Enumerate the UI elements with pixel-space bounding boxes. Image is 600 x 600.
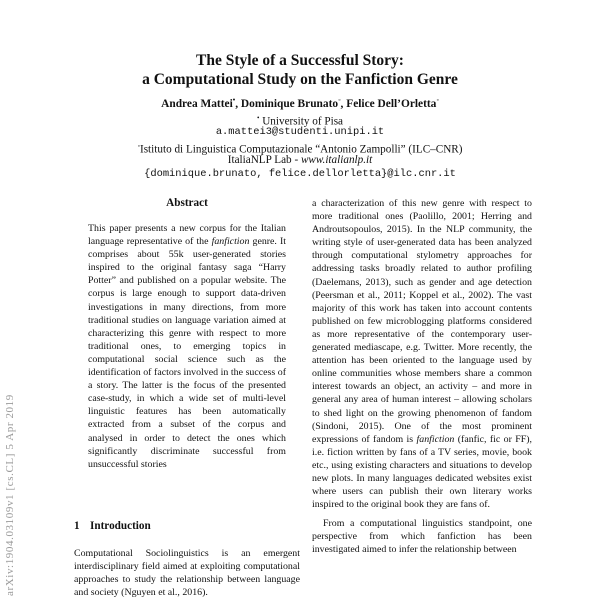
affiliation-mark: • xyxy=(256,114,260,122)
affiliation-name: Istituto di Linguistica Computazionale “Antonio Zampolli” (ILC–CNR) xyxy=(139,143,463,156)
author-list xyxy=(0,96,600,110)
section-heading xyxy=(74,520,298,532)
affiliation-mark: ◦ xyxy=(338,96,341,104)
affiliation-name: University of Pisa xyxy=(262,115,344,128)
affiliation-mark: ◦ xyxy=(137,142,140,150)
lab-name: ItaliaNLP Lab - xyxy=(227,154,301,166)
abstract-heading: Abstract xyxy=(166,197,208,209)
abstract-text: This paper presents a new corpus for the Italian language representative of the xyxy=(88,223,286,248)
body-paragraph: From a computational linguistics standpoint, one perspective from which fanfiction has been investigated aimed to infer the relationship between xyxy=(312,518,532,556)
affiliation-3 xyxy=(0,153,600,167)
author-name: Andrea Mattei xyxy=(161,97,233,110)
body-paragraph xyxy=(312,197,532,511)
section-number: 1 xyxy=(74,520,80,532)
abstract-emphasis: fanfiction xyxy=(211,236,250,248)
affiliation-mark: ◦ xyxy=(436,96,439,104)
body-emphasis: fanfiction xyxy=(416,433,455,445)
section-title: Introduction xyxy=(90,520,151,532)
abstract-body xyxy=(88,222,286,471)
arxiv-stamp: arXiv:1904.03109v1 [cs.CL] 5 Apr 2019 xyxy=(4,394,16,596)
lab-website: www.italianlp.it xyxy=(300,154,373,166)
right-column xyxy=(312,197,532,557)
affiliation-mark: • xyxy=(232,96,236,104)
paper-title-line-1: The Style of a Successful Story: xyxy=(196,52,404,69)
intro-paragraph: Computational Sociolinguistics is an emergent interdisciplinary field aimed at exploiting computational approaches to study the relationship between language and society (Nguyen et al., 2016). xyxy=(74,548,300,599)
author-name: Felice Dell’Orletta xyxy=(346,97,437,110)
body-text: (fanfic, fic or FF), i.e. fiction written by fans of a TV series, movie, book etc., using existing characters and situations to develop new plots. In many languages dedicated websites exist where users can publish their own literary works inspired to the original book they are fans of. xyxy=(312,433,532,511)
author-emails: {dominique.brunato, felice.dellorletta}@ilc.cnr.it xyxy=(144,168,456,180)
author-email: a.mattei3@studenti.unipi.it xyxy=(215,126,385,138)
paper-title-line-2: a Computational Study on the Fanfiction Genre xyxy=(142,71,458,88)
abstract-text: genre. It comprises about 55k user-generated stories inspired to the original fantasy saga “Harry Potter” and published on a popular website. The corpus is large enough to support data-driven investigations in many directions, from more traditional studies on language variation aimed at characterizing this genre with respect to more traditional ones, to emerging topics in computational social science such as the identification of factors involved in the success of a story. The latter is the focus of the presented case-study, in which a wide set of multi-level linguistic features has been automatically extracted from a subset of the corpus and analysed in order to detect the ones which significantly discriminate successful from unsuccessful stories xyxy=(88,236,286,470)
body-text: a characterization of this new genre with respect to more traditional ones (Paolillo, 2001; Herring and Androutsopoulos, 2015). In the NLP community, the writing style of user-generated data has been analyzed through computational stylometry approaches for addressing tasks broadly related to author profiling (Daelemans, 2013), such as gender and age detection (Peersman et al., 2011; Koppel et al., 2002). The vast majority of this work has taken into account contents published on few microblogging platforms considered as more representative of the contemporary user-generated mediascape, e.g. Twitter. More recently, the attention has been oriented to the language used by online communities whose members share a common interest towards an object, an activity – and more in general any area of human interest – allowing scholars to shed light on the growing phenomenon of fandom (Sindoni, 2015). One of the most prominent expressions of fandom is xyxy=(312,198,532,445)
author-separator: , xyxy=(235,97,241,110)
author-name: Dominique Brunato xyxy=(240,97,339,110)
author-separator: , xyxy=(340,97,347,110)
